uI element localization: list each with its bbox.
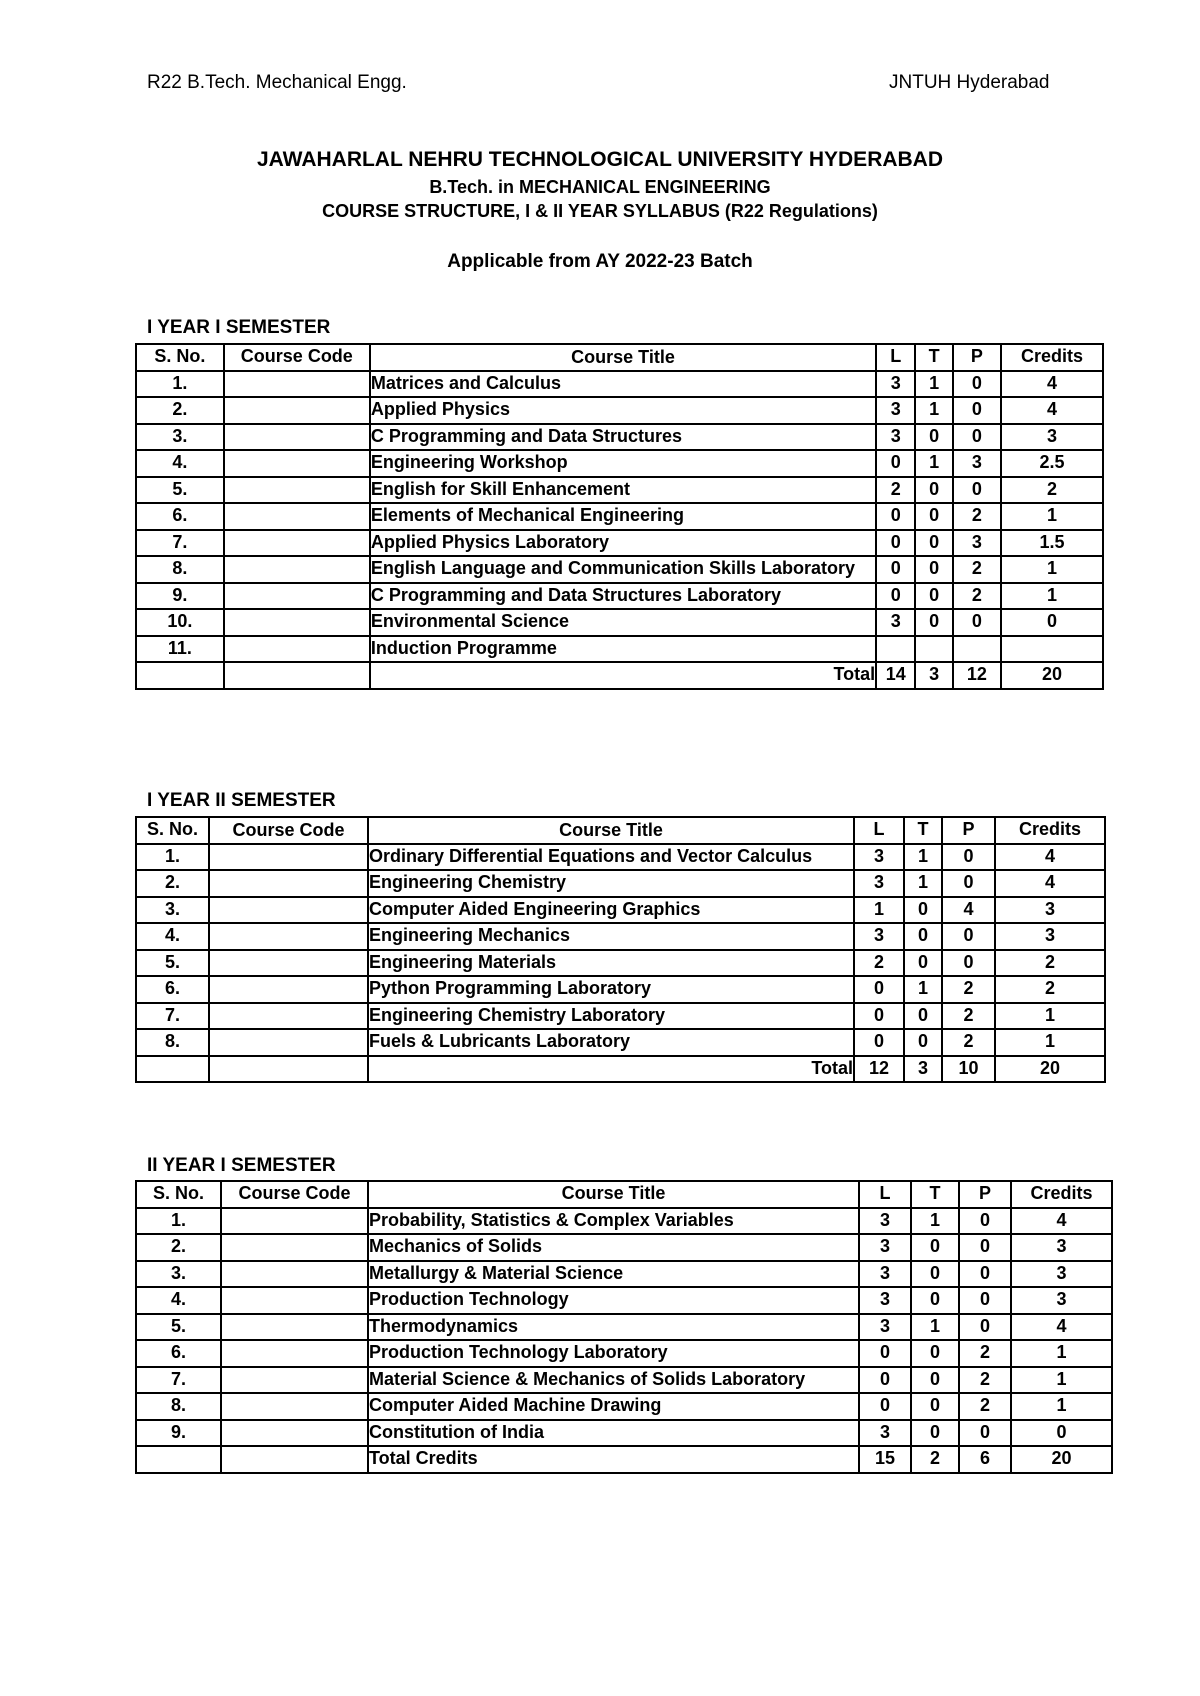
tutorial-cell: 0: [915, 556, 952, 583]
total-credits: 20: [1001, 662, 1103, 689]
total-lecture: 12: [854, 1056, 904, 1083]
course-title-cell: Engineering Workshop: [370, 450, 876, 477]
course-code-cell: [221, 1393, 368, 1420]
practical-cell: 0: [959, 1287, 1011, 1314]
total-practical: 12: [953, 662, 1001, 689]
course-code-header: Course Code: [221, 1181, 368, 1208]
total-credits: 20: [1011, 1446, 1112, 1473]
course-code-cell: [221, 1287, 368, 1314]
credits-cell: 4: [1001, 397, 1103, 424]
practical-cell: 2: [953, 583, 1001, 610]
credits-cell: 3: [1011, 1287, 1112, 1314]
practical-cell: 0: [959, 1208, 1011, 1235]
credits-cell: 4: [1011, 1208, 1112, 1235]
practical-cell: 0: [942, 923, 995, 950]
practical-cell: 2: [959, 1393, 1011, 1420]
course-code-cell: [224, 503, 370, 530]
course-title-cell: Constitution of India: [368, 1420, 859, 1447]
sno-cell: 6.: [136, 503, 224, 530]
tutorial-cell: 0: [915, 583, 952, 610]
tutorial-cell: 0: [911, 1287, 959, 1314]
sem3-title: II YEAR I SEMESTER: [147, 1155, 336, 1176]
course-code-cell: [221, 1234, 368, 1261]
sno-cell: [136, 1056, 209, 1083]
total-row: [136, 662, 1103, 689]
tutorial-cell: 0: [904, 950, 942, 977]
table-row: [136, 450, 1103, 477]
sno-header: S. No.: [136, 1181, 221, 1208]
credits-cell: 1: [1001, 503, 1103, 530]
credits-cell: 1: [1001, 583, 1103, 610]
total-tutorial: 3: [915, 662, 952, 689]
course-title-cell: Engineering Mechanics: [368, 923, 854, 950]
total-practical: 10: [942, 1056, 995, 1083]
table-row: [136, 1314, 1112, 1341]
running-header-right: JNTUH Hyderabad: [889, 72, 1050, 93]
tutorial-cell: 1: [911, 1314, 959, 1341]
course-code-cell: [209, 976, 368, 1003]
practical-cell: 3: [953, 530, 1001, 557]
practical-cell: 2: [953, 556, 1001, 583]
table-row: [136, 1287, 1112, 1314]
course-title-cell: Python Programming Laboratory: [368, 976, 854, 1003]
sno-cell: 4.: [136, 1287, 221, 1314]
table-row: [136, 844, 1105, 871]
sno-cell: 2.: [136, 870, 209, 897]
lecture-cell: 3: [854, 844, 904, 871]
course-code-cell: [221, 1314, 368, 1341]
t-header: T: [904, 817, 942, 844]
course-title-cell: C Programming and Data Structures Laboratory: [370, 583, 876, 610]
credits-cell: 1.5: [1001, 530, 1103, 557]
running-header-left: R22 B.Tech. Mechanical Engg.: [147, 72, 407, 93]
practical-cell: 4: [942, 897, 995, 924]
sno-cell: 1.: [136, 1208, 221, 1235]
course-title-cell: Elements of Mechanical Engineering: [370, 503, 876, 530]
sno-cell: 5.: [136, 1314, 221, 1341]
sno-cell: 4.: [136, 450, 224, 477]
total-credits: 20: [995, 1056, 1105, 1083]
course-title-cell: English for Skill Enhancement: [370, 477, 876, 504]
sno-cell: 2.: [136, 1234, 221, 1261]
lecture-cell: 0: [876, 530, 915, 557]
tutorial-cell: 1: [915, 397, 952, 424]
course-title-cell: Engineering Chemistry Laboratory: [368, 1003, 854, 1030]
structure-title: COURSE STRUCTURE, I & II YEAR SYLLABUS (R22 Regulations): [322, 201, 878, 221]
lecture-cell: 0: [854, 1003, 904, 1030]
credits-cell: 4: [1001, 371, 1103, 398]
lecture-cell: 1: [854, 897, 904, 924]
credits-cell: 2: [995, 950, 1105, 977]
tutorial-cell: 0: [904, 897, 942, 924]
course-code-cell: [209, 897, 368, 924]
tutorial-cell: 0: [911, 1393, 959, 1420]
credits-cell: 4: [995, 844, 1105, 871]
sno-cell: 5.: [136, 477, 224, 504]
course-code-header: Course Code: [209, 817, 368, 844]
sem2-title: I YEAR II SEMESTER: [147, 790, 336, 811]
tutorial-cell: 0: [911, 1367, 959, 1394]
credits-cell: 3: [1001, 424, 1103, 451]
credits-cell: 1: [1011, 1340, 1112, 1367]
course-title-cell: Probability, Statistics & Complex Variables: [368, 1208, 859, 1235]
lecture-cell: 3: [859, 1208, 911, 1235]
tutorial-cell: 1: [911, 1208, 959, 1235]
sno-header: S. No.: [136, 344, 224, 371]
total-row: [136, 1056, 1105, 1083]
course-code-cell: [224, 424, 370, 451]
credits-cell: 2: [995, 976, 1105, 1003]
credits-cell: 1: [1001, 556, 1103, 583]
sno-cell: 8.: [136, 556, 224, 583]
lecture-cell: 3: [859, 1314, 911, 1341]
table-row: [136, 556, 1103, 583]
course-code-cell: [221, 1420, 368, 1447]
sno-cell: 7.: [136, 1003, 209, 1030]
course-code-cell: [224, 477, 370, 504]
course-code-cell: [221, 1367, 368, 1394]
sno-cell: 4.: [136, 923, 209, 950]
sem1-title: I YEAR I SEMESTER: [147, 317, 331, 338]
total-lecture: 15: [859, 1446, 911, 1473]
practical-cell: 0: [942, 844, 995, 871]
lecture-cell: 3: [859, 1420, 911, 1447]
lecture-cell: 0: [859, 1340, 911, 1367]
sem2-table: [135, 816, 1106, 1083]
course-title-cell: English Language and Communication Skills Laboratory: [370, 556, 876, 583]
credits-cell: 1: [995, 1003, 1105, 1030]
tutorial-cell: 0: [915, 609, 952, 636]
course-title-cell: Metallurgy & Material Science: [368, 1261, 859, 1288]
tutorial-cell: 0: [904, 1029, 942, 1056]
course-title-cell: Applied Physics: [370, 397, 876, 424]
lecture-cell: 2: [876, 477, 915, 504]
sno-cell: 9.: [136, 583, 224, 610]
course-title-cell: Environmental Science: [370, 609, 876, 636]
lecture-cell: 3: [854, 923, 904, 950]
table-row: [136, 923, 1105, 950]
course-title-header: Course Title: [368, 1181, 859, 1208]
table-row: [136, 897, 1105, 924]
credits-cell: 1: [995, 1029, 1105, 1056]
tutorial-cell: 1: [915, 450, 952, 477]
credits-cell: 3: [995, 897, 1105, 924]
total-lecture: 14: [876, 662, 915, 689]
sno-cell: 5.: [136, 950, 209, 977]
practical-cell: 0: [959, 1314, 1011, 1341]
p-header: P: [953, 344, 1001, 371]
total-row: [136, 1446, 1112, 1473]
tutorial-cell: 0: [904, 923, 942, 950]
credits-header: Credits: [995, 817, 1105, 844]
course-code-cell: [224, 662, 370, 689]
t-header: T: [911, 1181, 959, 1208]
lecture-cell: 3: [859, 1234, 911, 1261]
practical-cell: 2: [959, 1367, 1011, 1394]
course-title-cell: Thermodynamics: [368, 1314, 859, 1341]
lecture-cell: 0: [876, 503, 915, 530]
tutorial-cell: 0: [911, 1420, 959, 1447]
table-row: [136, 636, 1103, 663]
table-row: [136, 583, 1103, 610]
course-code-cell: [221, 1208, 368, 1235]
course-title-cell: Engineering Chemistry: [368, 870, 854, 897]
lecture-cell: 0: [876, 556, 915, 583]
tutorial-cell: 0: [911, 1234, 959, 1261]
course-code-cell: [209, 923, 368, 950]
table-row: [136, 1340, 1112, 1367]
tutorial-cell: 0: [911, 1261, 959, 1288]
course-title-cell: Applied Physics Laboratory: [370, 530, 876, 557]
credits-cell: 3: [1011, 1234, 1112, 1261]
table-row: [136, 371, 1103, 398]
table-row: [136, 1367, 1112, 1394]
sem1-table: [135, 343, 1104, 690]
sno-cell: 6.: [136, 976, 209, 1003]
sno-header: S. No.: [136, 817, 209, 844]
credits-cell: 0: [1001, 609, 1103, 636]
tutorial-cell: 1: [904, 870, 942, 897]
practical-cell: 0: [953, 609, 1001, 636]
lecture-cell: 3: [876, 424, 915, 451]
t-header: T: [915, 344, 952, 371]
table-row: [136, 1261, 1112, 1288]
table-row: [136, 530, 1103, 557]
university-title: JAWAHARLAL NEHRU TECHNOLOGICAL UNIVERSITY HYDERABAD: [256, 148, 944, 171]
credits-cell: 0: [1011, 1420, 1112, 1447]
course-code-cell: [224, 371, 370, 398]
tutorial-cell: 1: [904, 844, 942, 871]
course-title-cell: C Programming and Data Structures: [370, 424, 876, 451]
table-row: [136, 477, 1103, 504]
course-title-header: Course Title: [368, 817, 854, 844]
table-row: [136, 397, 1103, 424]
table-row: [136, 1393, 1112, 1420]
practical-cell: 2: [942, 976, 995, 1003]
sno-cell: 3.: [136, 897, 209, 924]
table-row: [136, 1234, 1112, 1261]
lecture-cell: 0: [859, 1393, 911, 1420]
lecture-cell: [876, 636, 915, 663]
practical-cell: 2: [953, 503, 1001, 530]
l-header: L: [876, 344, 915, 371]
credits-cell: 2: [1001, 477, 1103, 504]
course-code-cell: [224, 583, 370, 610]
practical-cell: 0: [953, 424, 1001, 451]
sno-cell: 3.: [136, 1261, 221, 1288]
lecture-cell: 3: [876, 371, 915, 398]
sno-cell: 7.: [136, 1367, 221, 1394]
total-label: Total: [370, 662, 876, 689]
l-header: L: [854, 817, 904, 844]
l-header: L: [859, 1181, 911, 1208]
tutorial-cell: 0: [904, 1003, 942, 1030]
lecture-cell: 3: [859, 1261, 911, 1288]
practical-cell: 0: [953, 371, 1001, 398]
sno-cell: 1.: [136, 371, 224, 398]
total-label: Total Credits: [368, 1446, 859, 1473]
sno-cell: [136, 662, 224, 689]
table-row: [136, 1420, 1112, 1447]
course-code-cell: [209, 1029, 368, 1056]
course-title-cell: Computer Aided Machine Drawing: [368, 1393, 859, 1420]
lecture-cell: 0: [859, 1367, 911, 1394]
table-row: [136, 609, 1103, 636]
practical-cell: 3: [953, 450, 1001, 477]
lecture-cell: 0: [876, 583, 915, 610]
lecture-cell: 3: [876, 609, 915, 636]
practical-cell: 0: [942, 870, 995, 897]
tutorial-cell: 0: [915, 477, 952, 504]
sem3-table: [135, 1180, 1113, 1474]
sno-cell: 10.: [136, 609, 224, 636]
credits-header: Credits: [1011, 1181, 1112, 1208]
lecture-cell: 0: [854, 976, 904, 1003]
table-row: [136, 424, 1103, 451]
course-code-cell: [221, 1340, 368, 1367]
course-title-cell: Fuels & Lubricants Laboratory: [368, 1029, 854, 1056]
credits-cell: 1: [1011, 1367, 1112, 1394]
credits-cell: [1001, 636, 1103, 663]
course-code-cell: [209, 844, 368, 871]
practical-cell: 0: [953, 477, 1001, 504]
practical-cell: 0: [959, 1234, 1011, 1261]
course-code-cell: [224, 556, 370, 583]
credits-cell: 1: [1011, 1393, 1112, 1420]
total-tutorial: 3: [904, 1056, 942, 1083]
credits-cell: 3: [995, 923, 1105, 950]
practical-cell: 0: [959, 1261, 1011, 1288]
sno-cell: [136, 1446, 221, 1473]
tutorial-cell: 1: [904, 976, 942, 1003]
lecture-cell: 0: [876, 450, 915, 477]
practical-cell: [953, 636, 1001, 663]
practical-cell: 0: [942, 950, 995, 977]
p-header: P: [959, 1181, 1011, 1208]
credits-cell: 3: [1011, 1261, 1112, 1288]
tutorial-cell: 0: [911, 1340, 959, 1367]
practical-cell: 2: [959, 1340, 1011, 1367]
total-label: Total: [368, 1056, 854, 1083]
credits-header: Credits: [1001, 344, 1103, 371]
course-title-cell: Ordinary Differential Equations and Vector Calculus: [368, 844, 854, 871]
sno-cell: 11.: [136, 636, 224, 663]
table-row: [136, 976, 1105, 1003]
sno-cell: 6.: [136, 1340, 221, 1367]
course-code-cell: [221, 1261, 368, 1288]
table-row: [136, 503, 1103, 530]
p-header: P: [942, 817, 995, 844]
sno-cell: 8.: [136, 1029, 209, 1056]
course-title-cell: Matrices and Calculus: [370, 371, 876, 398]
tutorial-cell: [915, 636, 952, 663]
course-code-cell: [224, 636, 370, 663]
credits-cell: 2.5: [1001, 450, 1103, 477]
course-code-cell: [209, 1003, 368, 1030]
tutorial-cell: 0: [915, 530, 952, 557]
course-title-cell: Production Technology: [368, 1287, 859, 1314]
lecture-cell: 3: [854, 870, 904, 897]
tutorial-cell: 0: [915, 424, 952, 451]
course-title-header: Course Title: [370, 344, 876, 371]
practical-cell: 0: [953, 397, 1001, 424]
lecture-cell: 0: [854, 1029, 904, 1056]
credits-cell: 4: [1011, 1314, 1112, 1341]
lecture-cell: 3: [876, 397, 915, 424]
course-code-cell: [224, 397, 370, 424]
sno-cell: 8.: [136, 1393, 221, 1420]
sno-cell: 9.: [136, 1420, 221, 1447]
course-code-header: Course Code: [224, 344, 370, 371]
course-code-cell: [221, 1446, 368, 1473]
course-title-cell: Induction Programme: [370, 636, 876, 663]
course-code-cell: [209, 950, 368, 977]
sno-cell: 2.: [136, 397, 224, 424]
sno-cell: 1.: [136, 844, 209, 871]
table-row: [136, 870, 1105, 897]
course-title-cell: Production Technology Laboratory: [368, 1340, 859, 1367]
table-row: [136, 1029, 1105, 1056]
course-code-cell: [209, 1056, 368, 1083]
credits-cell: 4: [995, 870, 1105, 897]
course-code-cell: [224, 609, 370, 636]
tutorial-cell: 1: [915, 371, 952, 398]
course-title-cell: Engineering Materials: [368, 950, 854, 977]
table-row: [136, 1003, 1105, 1030]
total-practical: 6: [959, 1446, 1011, 1473]
program-title: B.Tech. in MECHANICAL ENGINEERING: [429, 177, 771, 197]
practical-cell: 2: [942, 1029, 995, 1056]
course-code-cell: [224, 530, 370, 557]
sno-cell: 7.: [136, 530, 224, 557]
practical-cell: 2: [942, 1003, 995, 1030]
practical-cell: 0: [959, 1420, 1011, 1447]
table-row: [136, 950, 1105, 977]
total-tutorial: 2: [911, 1446, 959, 1473]
lecture-cell: 2: [854, 950, 904, 977]
table-row: [136, 1208, 1112, 1235]
course-title-cell: Mechanics of Solids: [368, 1234, 859, 1261]
tutorial-cell: 0: [915, 503, 952, 530]
course-title-cell: Computer Aided Engineering Graphics: [368, 897, 854, 924]
course-code-cell: [224, 450, 370, 477]
course-code-cell: [209, 870, 368, 897]
lecture-cell: 3: [859, 1287, 911, 1314]
sno-cell: 3.: [136, 424, 224, 451]
applicable-batch: Applicable from AY 2022-23 Batch: [447, 251, 753, 272]
course-title-cell: Material Science & Mechanics of Solids Laboratory: [368, 1367, 859, 1394]
